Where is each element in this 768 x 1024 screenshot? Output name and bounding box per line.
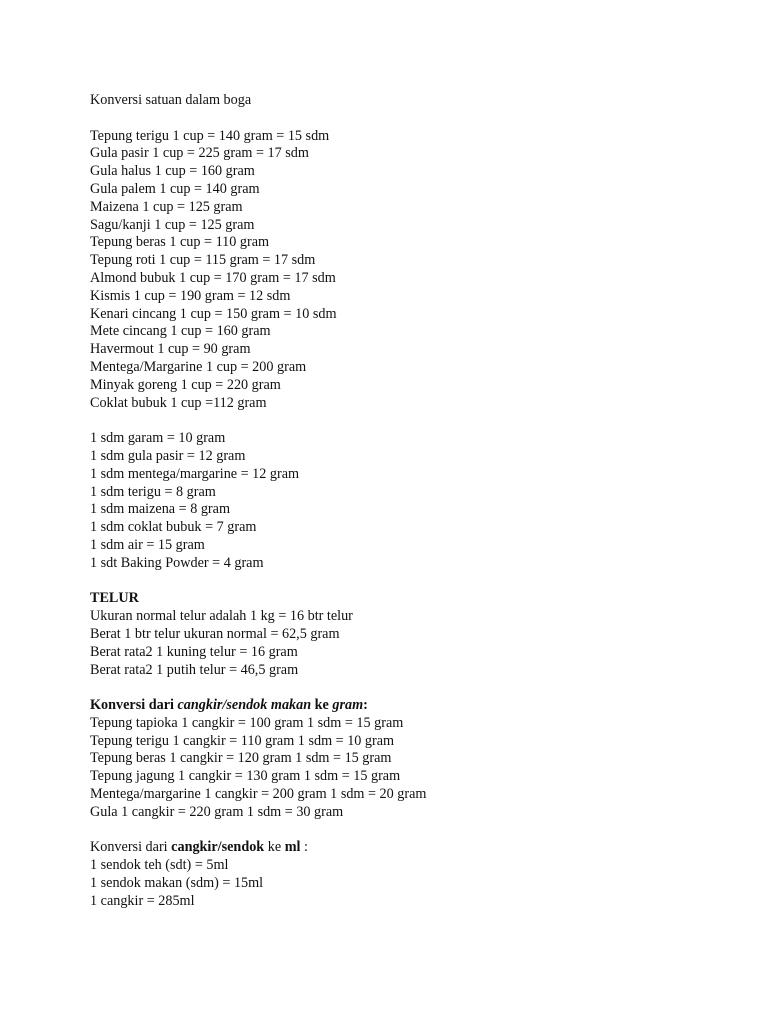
heading-text: Konversi dari: [90, 839, 172, 856]
list-item: 1 sdm air = 15 gram: [90, 536, 205, 553]
list-item: 1 sdm coklat bubuk = 7 gram: [90, 519, 257, 536]
list-item: Kismis 1 cup = 190 gram = 12 sdm: [90, 287, 291, 304]
spacer: [90, 822, 730, 840]
list-item: Maizena 1 cup = 125 gram: [90, 198, 243, 215]
heading-text: Konversi dari: [90, 697, 178, 714]
list-item: Tepung beras 1 cangkir = 120 gram 1 sdm = 15 gram: [90, 750, 392, 767]
heading-text: :: [300, 839, 308, 856]
spacer: [90, 679, 730, 697]
heading-text: :: [363, 697, 368, 714]
list-item: Berat 1 btr telur ukuran normal = 62,5 gram: [90, 625, 340, 642]
list-item: Kenari cincang 1 cup = 150 gram = 10 sdm: [90, 305, 337, 322]
gram-section-heading: [90, 697, 730, 715]
gram-conversion-section: [90, 697, 730, 822]
list-item: 1 sdm mentega/margarine = 12 gram: [90, 465, 300, 482]
document-title: Konversi satuan dalam boga: [90, 92, 252, 108]
document-page: [90, 92, 730, 911]
heading-emphasis: gram: [332, 697, 364, 714]
telur-section: [90, 590, 730, 679]
list-item: Tepung terigu 1 cup = 140 gram = 15 sdm: [90, 127, 330, 144]
list-item: Tepung tapioka 1 cangkir = 100 gram 1 sdm = 15 gram: [90, 714, 404, 731]
ml-conversion-section: [90, 839, 730, 910]
list-item: 1 sdm terigu = 8 gram: [90, 483, 216, 500]
cup-conversion-list: [90, 128, 730, 413]
list-item: Gula palem 1 cup = 140 gram: [90, 180, 260, 197]
list-item: Gula 1 cangkir = 220 gram 1 sdm = 30 gram: [90, 803, 344, 820]
ml-section-heading: [90, 839, 730, 857]
list-item: Gula halus 1 cup = 160 gram: [90, 163, 255, 180]
list-item: 1 cangkir = 285ml: [90, 892, 195, 909]
list-item: Tepung jagung 1 cangkir = 130 gram 1 sdm = 15 gram: [90, 768, 401, 785]
spacer: [90, 110, 730, 128]
list-item: Sagu/kanji 1 cup = 125 gram: [90, 216, 255, 233]
list-item: Havermout 1 cup = 90 gram: [90, 341, 251, 358]
sdm-conversion-list: [90, 430, 730, 572]
list-item: Berat rata2 1 kuning telur = 16 gram: [90, 643, 298, 660]
list-item: Berat rata2 1 putih telur = 46,5 gram: [90, 661, 299, 678]
list-item: Minyak goreng 1 cup = 220 gram: [90, 376, 281, 393]
list-item: Tepung roti 1 cup = 115 gram = 17 sdm: [90, 252, 316, 269]
heading-text: ke: [311, 697, 333, 714]
heading-emphasis: cangkir/sendok makan: [177, 697, 312, 714]
list-item: 1 sdm gula pasir = 12 gram: [90, 447, 246, 464]
list-item: 1 sdt Baking Powder = 4 gram: [90, 554, 264, 571]
list-item: Mete cincang 1 cup = 160 gram: [90, 323, 271, 340]
spacer: [90, 412, 730, 430]
heading-emphasis: cangkir/sendok: [171, 839, 265, 856]
spacer: [90, 573, 730, 591]
telur-heading: TELUR: [90, 590, 139, 607]
heading-emphasis: ml: [284, 839, 301, 856]
list-item: Tepung terigu 1 cangkir = 110 gram 1 sdm = 10 gram: [90, 732, 395, 749]
list-item: Mentega/margarine 1 cangkir = 200 gram 1 sdm = 20 gram: [90, 786, 427, 803]
list-item: 1 sendok teh (sdt) = 5ml: [90, 857, 229, 874]
list-item: 1 sdm garam = 10 gram: [90, 430, 226, 447]
heading-text: ke: [264, 839, 285, 856]
list-item: Tepung beras 1 cup = 110 gram: [90, 234, 270, 251]
list-item: Ukuran normal telur adalah 1 kg = 16 btr telur: [90, 608, 353, 625]
list-item: Mentega/Margarine 1 cup = 200 gram: [90, 358, 307, 375]
list-item: 1 sdm maizena = 8 gram: [90, 501, 230, 518]
list-item: Almond bubuk 1 cup = 170 gram = 17 sdm: [90, 269, 336, 286]
list-item: Coklat bubuk 1 cup =112 gram: [90, 394, 267, 411]
list-item: Gula pasir 1 cup = 225 gram = 17 sdm: [90, 145, 309, 162]
list-item: 1 sendok makan (sdm) = 15ml: [90, 875, 264, 892]
